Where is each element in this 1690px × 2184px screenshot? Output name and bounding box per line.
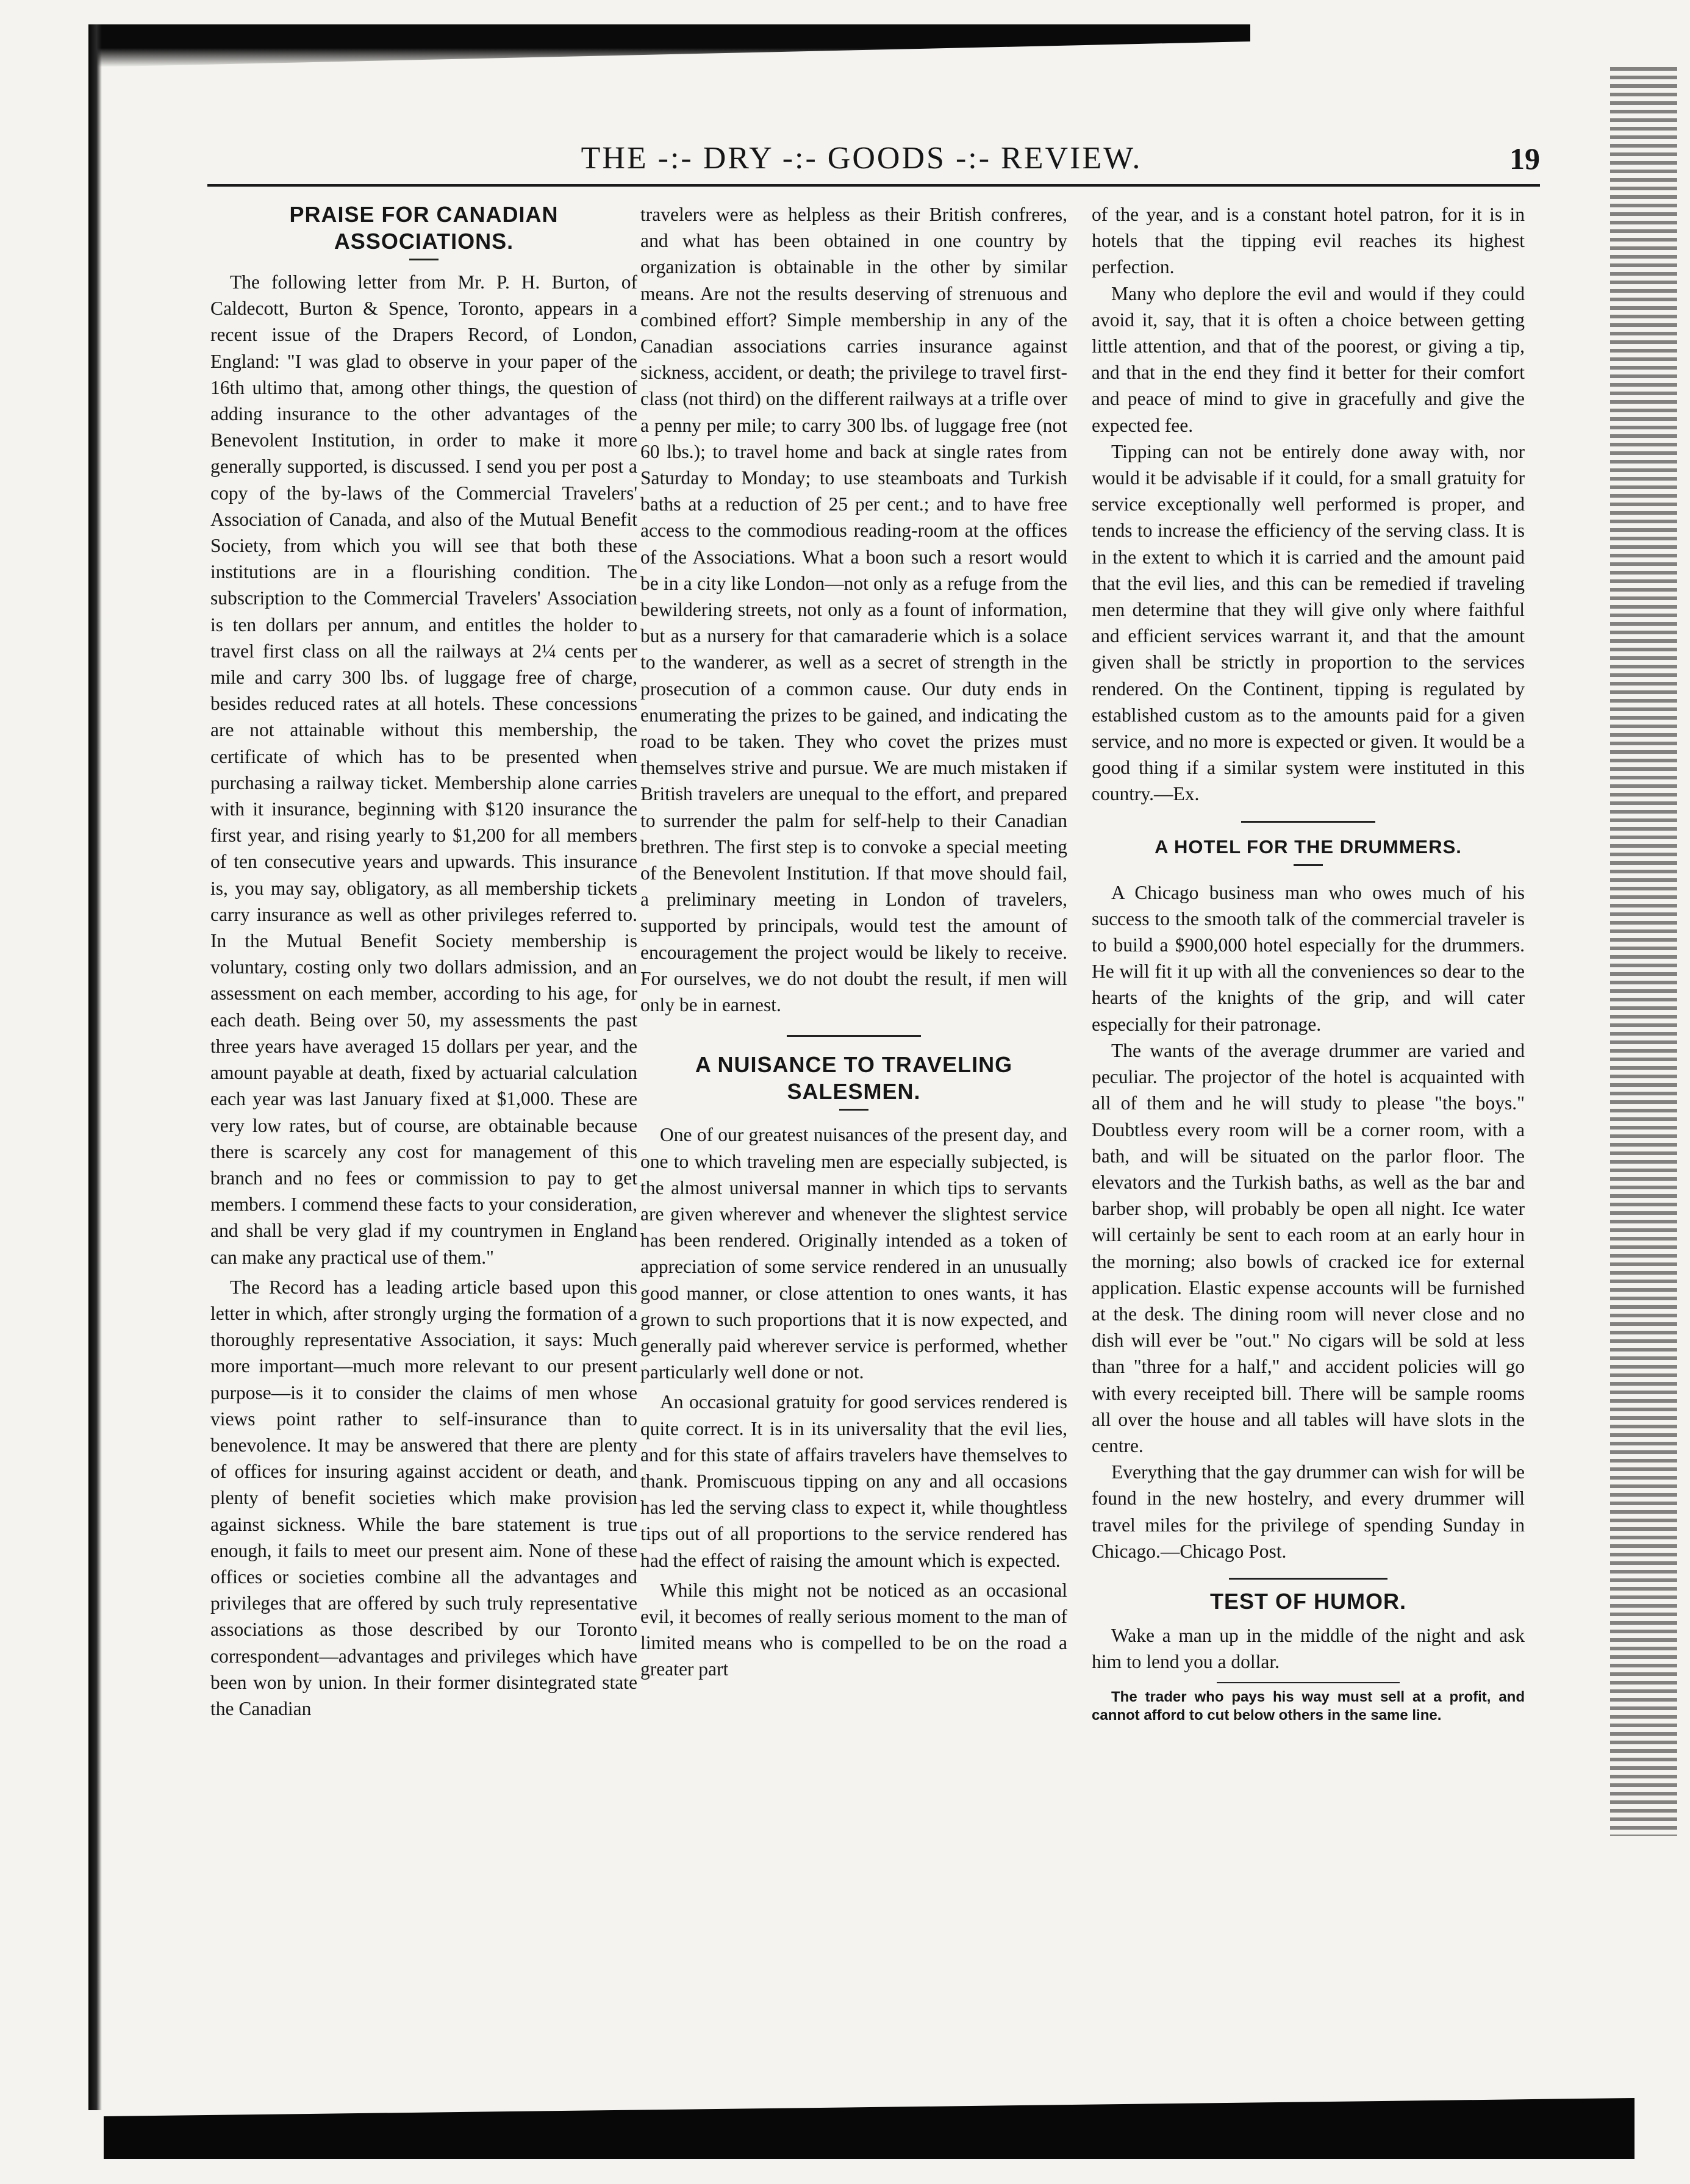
heading-dash — [409, 259, 439, 260]
page-number: 19 — [1509, 141, 1540, 176]
article-heading-nuisance: A NUISANCE TO TRAVELING SALESMEN. — [695, 1052, 1013, 1105]
column-3 — [1092, 201, 1525, 1725]
section-rule — [787, 1035, 921, 1037]
article-paragraph: The wants of the average drummer are varied and peculiar. The projector of the hotel is acquainted with all of them and he will study to please "the boys." Doubtless every room will be a corner room, with a bath, and will be situated on the parlor floor. The elevators and the Turkish baths, as well as the bar and barber shop, will probably be open all night. Ice water will certainly be sent to each room at an early hour in the morning; also bowls of cracked ice for external application. Elastic expense accounts will be furnished at the desk. The dining room will never close and no dish will ever be "out." No cigars will be sold at less than "three for a half," and accident policies will go with every receipted bill. There will be sample rooms all over the house and all tables will have slots in the centre. — [1092, 1039, 1525, 1456]
header-rule — [207, 184, 1540, 187]
page-header — [183, 139, 1540, 182]
article-paragraph: While this might not be noticed as an occasional evil, it becomes of really serious moment to the man of limited means who is compelled to be on the road a greater part — [640, 1579, 1067, 1680]
filler-note: The trader who pays his way must sell at a profit, and cannot afford to cut below others in the same line. — [1092, 1689, 1525, 1724]
article-paragraph: Tipping can not be entirely done away with, nor would it be advisable if it could, for a small gratuity for service exceptionally well performed is proper, and tends to increase the efficiency of the serving class. It is in the extent to which it is carried and the amount paid that the evil lies, and this can be remedied if traveling men determine that they will give only where faithful and efficient services warrant it, and that the amount given shall be strictly in proportion to the services rendered. On the Continent, tipping is regulated by established custom as to the amounts paid for a given service, and no more is expected or given. It would be a good thing if a similar system were instituted in this country.—Ex. — [1092, 440, 1525, 805]
section-rule — [1241, 821, 1375, 823]
article-paragraph: A Chicago business man who owes much of his success to the smooth talk of the commercial traveler is to build a $900,000 hotel especially for the drummers. He will fit it up with all the conveniences so dear to the hearts of the knights of the grip, and will cater especially for their patronage. — [1092, 881, 1525, 1035]
running-title: THE -:- DRY -:- GOODS -:- REVIEW. — [581, 141, 1142, 176]
article-paragraph: An occasional gratuity for good services rendered is quite correct. It is in its universality that the evil lies, and for this state of affairs travelers have themselves to thank. Promiscuous tipping on any and all occasions has led the serving class to expect it, while thoughtless tips out of all proportions to the service rendered has had the effect of raising the amount which is expected. — [640, 1391, 1067, 1571]
article-paragraph: Everything that the gay drummer can wish for will be found in the new hostelry, and every drummer will travel miles for the privilege of spending Sunday in Chicago.—Chicago Post. — [1092, 1461, 1525, 1562]
article-heading-humor: TEST OF HUMOR. — [1210, 1588, 1406, 1614]
section-rule — [1229, 1578, 1387, 1580]
article-paragraph: travelers were as helpless as their British confreres, and what has been obtained in one country by organization is obtainable in the other by similar means. Are not the results deserving of strenuous and combined effort? Simple membership in any of the Canadian associations carries insurance against sickness, accident, or death; the privilege to travel first-class (not third) on the different railways at a trifle over a penny per mile; to carry 300 lbs. of luggage free (not 60 lbs.); to travel home and back at single rates from Saturday to Monday; to use steamboats and Turkish baths at a reduction of 25 per cent.; and to have free access to the commodious reading-room at the offices of the Associations. What a boon such a resort would be in a city like London—not only as a refuge from the bewildering streets, not only as a fount of information, but as a nursery for that camaraderie which is a solace to the wanderer, as well as a secret of strength in the prosecution of a common cause. Our duty ends in enumerating the prizes to be gained, and indicating the road to be taken. They who covet the prizes must themselves strive and pursue. We are much mistaken if British travelers are unequal to the effort, and prepared to surrender the palm for self-help to their Canadian brethren. The first step is to convoke a special meeting of the Benevolent Institution. If that move should fail, a preliminary meeting in London of travelers, supported by principals, would test the amount of encouragement the project would be likely to receive. For ourselves, we do not doubt the result, if men will only be in earnest. — [640, 204, 1067, 1016]
heading-dash — [839, 1109, 868, 1111]
article-heading-praise: PRAISE FOR CANADIAN ASSOCIATIONS. — [289, 202, 559, 254]
article-paragraph: One of our greatest nuisances of the present day, and one to which traveling men are especially subjected, is the almost universal manner in which tips to servants are given wherever and whenever the slightest service has been rendered. Originally intended as a token of appreciation of some service rendered in an unusually good manner, or close attention to ones wants, it has grown to such proportions that it is now expected, and generally paid wherever service is performed, whether particularly well done or not. — [640, 1124, 1067, 1383]
scan-border-right — [1610, 67, 1677, 1836]
column-1 — [210, 201, 637, 1722]
column-2 — [640, 201, 1067, 1683]
scan-border-left — [88, 24, 102, 2110]
note-rule — [1217, 1682, 1400, 1683]
article-paragraph: of the year, and is a constant hotel patron, for it is in hotels that the tipping evil reaches its highest perfection. — [1092, 204, 1525, 278]
scan-border-top — [91, 24, 1250, 67]
article-heading-hotel: A HOTEL FOR THE DRUMMERS. — [1155, 836, 1462, 857]
article-paragraph: Wake a man up in the middle of the night and ask him to lend you a dollar. — [1092, 1624, 1525, 1673]
article-paragraph: The Record has a leading article based upon this letter in which, after strongly urging the formation of a thoroughly representative Association, it says: Much more important—much more relevant to our present purpose—is it to consider the claims of men whose views point rather to self-insurance than to benevolence. It may be answered that there are plenty of offices for insuring against accident or death, and plenty of benefit societies which make provision against sickness. While the bare statement is true enough, it fails to meet our present aim. None of these offices or societies combine all the advantages and privileges that are offered by such truly representative associations as those described by our Toronto correspondent—advantages and privileges which have been won by union. In their former disintegrated state the Canadian — [210, 1276, 637, 1719]
article-paragraph: The following letter from Mr. P. H. Burton, of Caldecott, Burton & Spence, Toronto, appears in a recent issue of the Drapers Record, of London, England: "I was glad to observe in your paper of the 16th ultimo that, among other things, the question of adding insurance to the other advantages of the Benevolent Institution, in order to make it more generally supported, is discussed. I send you per post a copy of the by-laws of the Commercial Travelers' Association of Canada, and also of the Mutual Benefit Society, from which you will see that both these institutions are in a flourishing condition. The subscription to the Commercial Travelers' Association is ten dollars per annum, and entitles the holder to travel first class on all the railways at 2¼ cents per mile and carry 300 lbs. of luggage free of charge, besides reduced rates at all hotels. These concessions are not attainable without this membership, the certificate of which has to be presented when purchasing a railway ticket. Membership alone carries with it insurance, beginning with $120 insurance the first year, and rising yearly to $1,200 for all members of ten consecutive years and upwards. This insurance is, you may say, obligatory, as all membership tickets carry insurance as well as other privileges referred to. In the Mutual Benefit Society membership is voluntary, costing only two dollars admission, and an assessment on each member, according to his age, for each death. Being over 50, my assessments the past three years have averaged 15 dollars per year, and the amount payable at death, fixed by actuarial calculation each year was last January fixed at $1,000. These are very low rates, but of course, are obtainable because there is scarcely any cost for management of this branch and no fees or commission to pay to get members. I commend these facts to your consideration, and shall be very glad if my countrymen in England can make any practical use of them." — [210, 271, 637, 1268]
article-paragraph: Many who deplore the evil and would if they could avoid it, say, that it is often a choice between getting little attention, and that of the poorest, or giving a tip, and that in the end they find it better for their comfort and peace of mind to give in gracefully and give the expected fee. — [1092, 282, 1525, 436]
scan-border-bottom — [104, 2098, 1635, 2159]
heading-dash — [1294, 864, 1323, 866]
